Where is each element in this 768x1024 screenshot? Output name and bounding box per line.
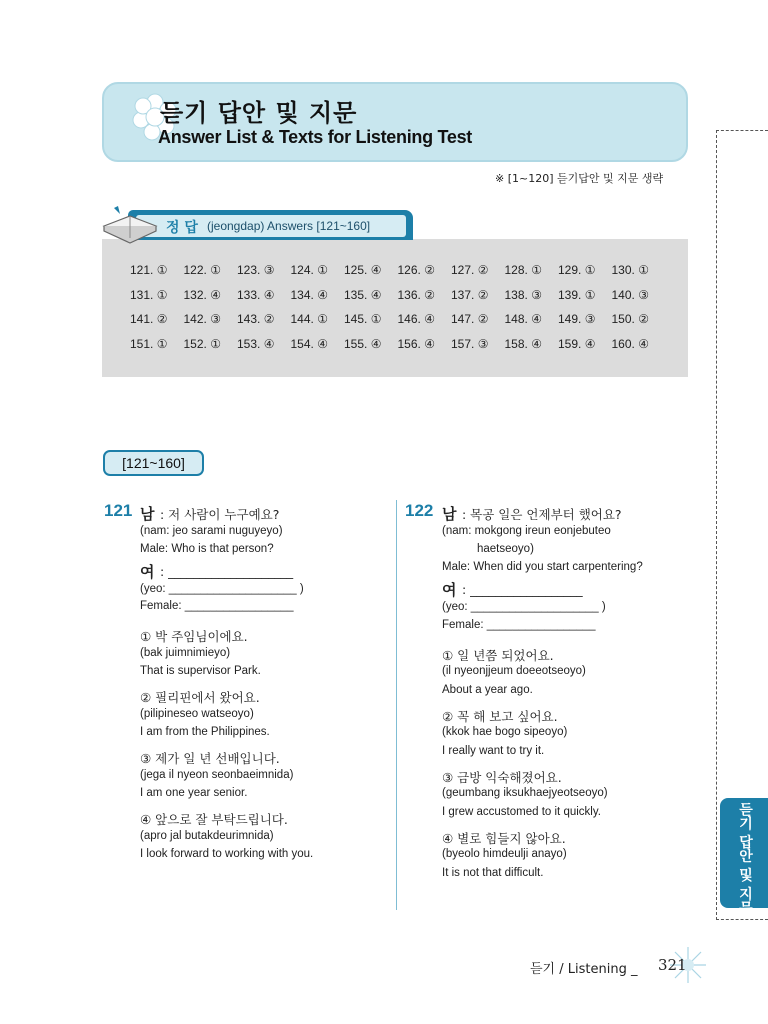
option-4-english: It is not that difficult.	[442, 867, 544, 879]
answer-row	[130, 288, 670, 313]
answer-item: 131. ①	[130, 287, 168, 302]
male-line-english: Male: Who is that person?	[140, 543, 274, 555]
question-number: 122	[405, 501, 434, 520]
option-2-korean: ② 필리핀에서 왔어요.	[140, 690, 260, 705]
footer-section-name: 듣기 / Listening _	[530, 962, 638, 977]
column-divider	[396, 500, 397, 910]
speaker-female: 여	[140, 563, 155, 581]
answer-item: 132. ④	[183, 287, 221, 302]
answer-item: 152. ①	[183, 336, 221, 351]
answer-item: 121. ①	[130, 263, 168, 277]
option-4-english: I look forward to working with you.	[140, 848, 314, 860]
option-1-romanized: (il nyeonjjeum doeeotseoyo)	[442, 665, 586, 677]
page-title-korean: 듣기 답안 및 지문	[160, 99, 358, 127]
answer-item: 126. ②	[397, 263, 435, 277]
answer-item: 135. ④	[344, 287, 382, 302]
option-1-romanized: (bak juimnimieyo)	[140, 647, 231, 659]
male-line-korean: : 목공 일은 언제부터 했어요?	[462, 507, 622, 522]
answer-row	[130, 312, 670, 337]
female-line-korean: : __________________	[462, 582, 583, 597]
option-1-korean: ① 일 년쯤 되었어요.	[442, 648, 554, 663]
male-line-romanized: (nam: jeo sarami nuguyeyo)	[140, 525, 283, 537]
female-line-english: Female: _________________	[442, 619, 596, 631]
option-3-korean: ③ 금방 익숙해졌어요.	[442, 770, 562, 785]
answer-item: 145. ①	[344, 312, 382, 326]
speaker-female: 여	[442, 581, 457, 599]
option-3-romanized: (jega il nyeon seonbaeimnida)	[140, 769, 294, 781]
answer-item: 148. ④	[504, 312, 542, 326]
female-line-romanized: (yeo: ____________________ )	[140, 583, 304, 595]
answer-item: 122. ①	[183, 263, 221, 277]
answer-item: 157. ③	[451, 336, 489, 351]
question-122	[405, 500, 705, 890]
option-3-korean: ③ 제가 일 년 선배입니다.	[140, 751, 280, 766]
answer-item: 142. ③	[183, 312, 221, 326]
answer-item: 129. ①	[558, 263, 596, 277]
female-line-english: Female: _________________	[140, 600, 294, 612]
answer-grid	[130, 263, 670, 361]
answer-item: 138. ③	[504, 287, 542, 302]
female-line-korean: : ____________________	[160, 564, 294, 579]
answer-item: 159. ④	[558, 336, 596, 351]
option-2-english: I really want to try it.	[442, 745, 545, 757]
option-1-korean: ① 박 주임님이에요.	[140, 629, 248, 644]
question-number: 121	[104, 501, 133, 520]
answer-item: 123. ③	[237, 263, 275, 277]
answer-item: 141. ②	[130, 312, 168, 326]
option-3-english: I grew accustomed to it quickly.	[442, 806, 601, 818]
male-line-romanized-cont: haetseoyo)	[477, 543, 534, 555]
answer-item: 149. ③	[558, 312, 596, 326]
option-2-korean: ② 꼭 해 보고 싶어요.	[442, 709, 558, 724]
option-4-korean: ④ 앞으로 잘 부탁드립니다.	[140, 812, 288, 827]
answer-item: 144. ①	[290, 312, 328, 326]
answer-item: 153. ④	[237, 336, 275, 351]
option-2-romanized: (kkok hae bogo sipeoyo)	[442, 726, 568, 738]
male-line-korean: : 저 사람이 누구예요?	[160, 507, 280, 522]
answer-item: 154. ④	[290, 336, 328, 351]
answer-item: 146. ④	[397, 312, 435, 326]
answer-item: 155. ④	[344, 336, 382, 351]
answer-item: 128. ①	[504, 263, 542, 277]
answer-item: 127. ②	[451, 263, 489, 277]
option-3-romanized: (geumbang iksukhaejyeotseoyo)	[442, 787, 608, 799]
answer-item: 134. ④	[290, 287, 328, 302]
question-121	[104, 500, 394, 880]
omission-note: ※ [1~120] 듣기답안 및 지문 생략	[495, 172, 664, 185]
book-icon	[100, 204, 160, 244]
answer-item: 137. ②	[451, 287, 489, 302]
option-2-english: I am from the Philippines.	[140, 726, 270, 738]
answer-row	[130, 337, 670, 362]
answer-item: 151. ①	[130, 336, 168, 351]
answer-item: 124. ①	[290, 263, 328, 277]
page-title-english: Answer List & Texts for Listening Test	[158, 127, 472, 147]
female-line-romanized: (yeo: ____________________ )	[442, 601, 606, 613]
answer-item: 158. ④	[504, 336, 542, 351]
option-1-english: About a year ago.	[442, 684, 533, 696]
option-2-romanized: (pilipineseo watseoyo)	[140, 708, 254, 720]
answer-item: 130. ①	[611, 263, 649, 277]
option-4-romanized: (byeolo himdeulji anayo)	[442, 848, 567, 860]
male-line-english: Male: When did you start carpentering?	[442, 561, 643, 573]
option-3-english: I am one year senior.	[140, 787, 248, 799]
option-1-english: That is supervisor Park.	[140, 665, 261, 677]
answer-item: 160. ④	[611, 336, 649, 351]
answers-label-korean: 정 답	[166, 220, 198, 236]
answer-item: 139. ①	[558, 287, 596, 302]
answer-row	[130, 263, 670, 288]
answer-item: 156. ④	[397, 336, 435, 351]
answers-label-english: (jeongdap) Answers [121~160]	[207, 219, 371, 233]
answer-item: 150. ②	[611, 312, 649, 326]
male-line-romanized: (nam: mokgong ireun eonjebuteo	[442, 525, 611, 537]
option-4-romanized: (apro jal butakdeurimnida)	[140, 830, 274, 842]
section-label: [121~160]	[103, 450, 204, 476]
answer-item: 133. ④	[237, 287, 275, 302]
answer-item: 125. ④	[344, 263, 382, 277]
speaker-male: 남	[442, 505, 457, 523]
answer-item: 143. ②	[237, 312, 275, 326]
page-number: 321	[658, 956, 687, 974]
answer-item: 140. ③	[611, 287, 649, 302]
answer-item: 136. ②	[397, 287, 435, 302]
speaker-male: 남	[140, 505, 155, 523]
option-4-korean: ④ 별로 힘들지 않아요.	[442, 831, 566, 846]
answer-item: 147. ②	[451, 312, 489, 326]
chapter-side-tab-label: 듣기 답안 및 지문	[737, 802, 753, 915]
